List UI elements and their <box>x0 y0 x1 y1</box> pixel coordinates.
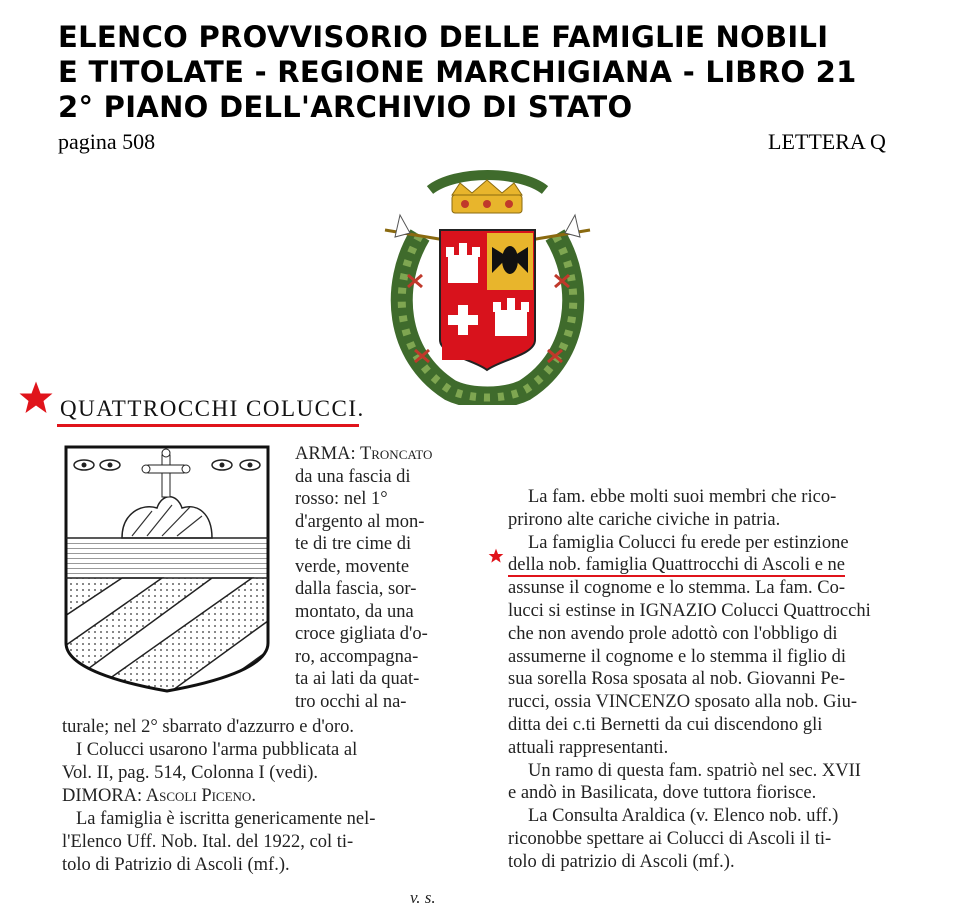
arma-line: ta ai lati da quat- <box>295 669 420 689</box>
text-line: Un ramo di questa fam. spatriò nel sec. XVII <box>528 760 861 781</box>
vedi-segue: v. s. <box>410 888 436 907</box>
text-line: che non avendo prole adottò con l'obbligo di <box>508 623 838 644</box>
arma-line: ARMA: Troncato <box>295 444 433 464</box>
text-line: tolo di Patrizio di Ascoli (mf.). <box>62 855 290 875</box>
text-line: riconobbe spettare ai Colucci di Ascoli il ti- <box>508 828 832 849</box>
text-line: turale; nel 2° sbarrato d'azzurro e d'oro. <box>62 717 354 737</box>
text-line: La fam. ebbe molti suoi membri che rico- <box>528 487 837 507</box>
text-line: La famiglia è iscritta genericamente nel- <box>76 809 376 829</box>
text-line: La famiglia Colucci fu erede per estinzione <box>528 532 849 553</box>
header-line-3: 2° PIANO DELL'ARCHIVIO DI STATO <box>58 90 633 124</box>
arma-line: d'argento al mon- <box>295 511 425 532</box>
text-line: lucci si estinse in IGNAZIO Colucci Quattrocchi <box>508 600 871 621</box>
text-line <box>508 554 920 577</box>
text-line: ditta dei c.ti Bernetti da cui discendono gli <box>508 714 823 735</box>
arma-line: tro occhi al na- <box>295 691 407 712</box>
text-line: sua sorella Rosa sposata al nob. Giovanni Pe- <box>508 669 846 690</box>
document-header <box>58 20 938 125</box>
header-line-1: ELENCO PROVVISORIO DELLE FAMIGLIE NOBILI <box>58 20 829 54</box>
text-line: Vol. II, pag. 514, Colonna I (vedi). <box>62 763 319 783</box>
text-line: DIMORA: Ascoli Piceno. <box>62 786 256 806</box>
text-line: l'Elenco Uff. Nob. Ital. del 1922, col ti- <box>62 832 354 852</box>
arma-line: croce gigliata d'o- <box>295 624 428 644</box>
arma-line: te di tre cime di <box>295 534 412 554</box>
text-line: e andò in Basilicata, dove tuttora fiorisce. <box>508 783 817 804</box>
header-line-2: E TITOLATE - REGIONE MARCHIGIANA - LIBRO 21 <box>58 55 857 89</box>
arma-line: dalla fascia, sor- <box>295 579 417 599</box>
text-line: La Consulta Araldica (v. Elenco nob. uff.) <box>528 806 839 827</box>
title-underline <box>57 424 359 427</box>
regional-coat-of-arms <box>380 165 595 405</box>
page-number: pagina 508 <box>58 129 156 154</box>
arma-line: ro, accompagna- <box>295 646 419 667</box>
arma-line: verde, movente <box>295 556 410 577</box>
text-line: tolo di patrizio di Ascoli (mf.). <box>508 851 735 872</box>
star-icon <box>18 380 54 416</box>
arma-line: da una fascia di <box>295 466 411 487</box>
letter-label: LETTERA Q <box>768 129 886 154</box>
text-line: attuali rappresentanti. <box>508 737 669 758</box>
family-coat-of-arms <box>62 443 272 695</box>
text-line: prirono alte cariche civiche in patria. <box>508 509 781 530</box>
star-icon <box>488 548 504 564</box>
family-title: QUATTROCCHI COLUCCI. <box>60 396 365 421</box>
arma-line: rosso: nel 1° <box>295 489 388 509</box>
arma-description <box>295 443 475 713</box>
text-line: I Colucci usarono l'arma pubblicata al <box>76 740 358 760</box>
text-line: assunse il cognome e lo stemma. La fam. Co- <box>508 578 846 599</box>
arma-line: montato, da una <box>295 601 414 622</box>
left-column-text <box>62 716 472 877</box>
text-line: rucci, ossia VINCENZO sposato alla nob. Giu- <box>508 692 858 713</box>
text-line: assumerne il cognome e lo stemma il figlio di <box>508 646 847 667</box>
underlined-line: della nob. famiglia Quattrocchi di Ascoli e ne <box>508 555 846 576</box>
right-column-text <box>508 486 920 874</box>
